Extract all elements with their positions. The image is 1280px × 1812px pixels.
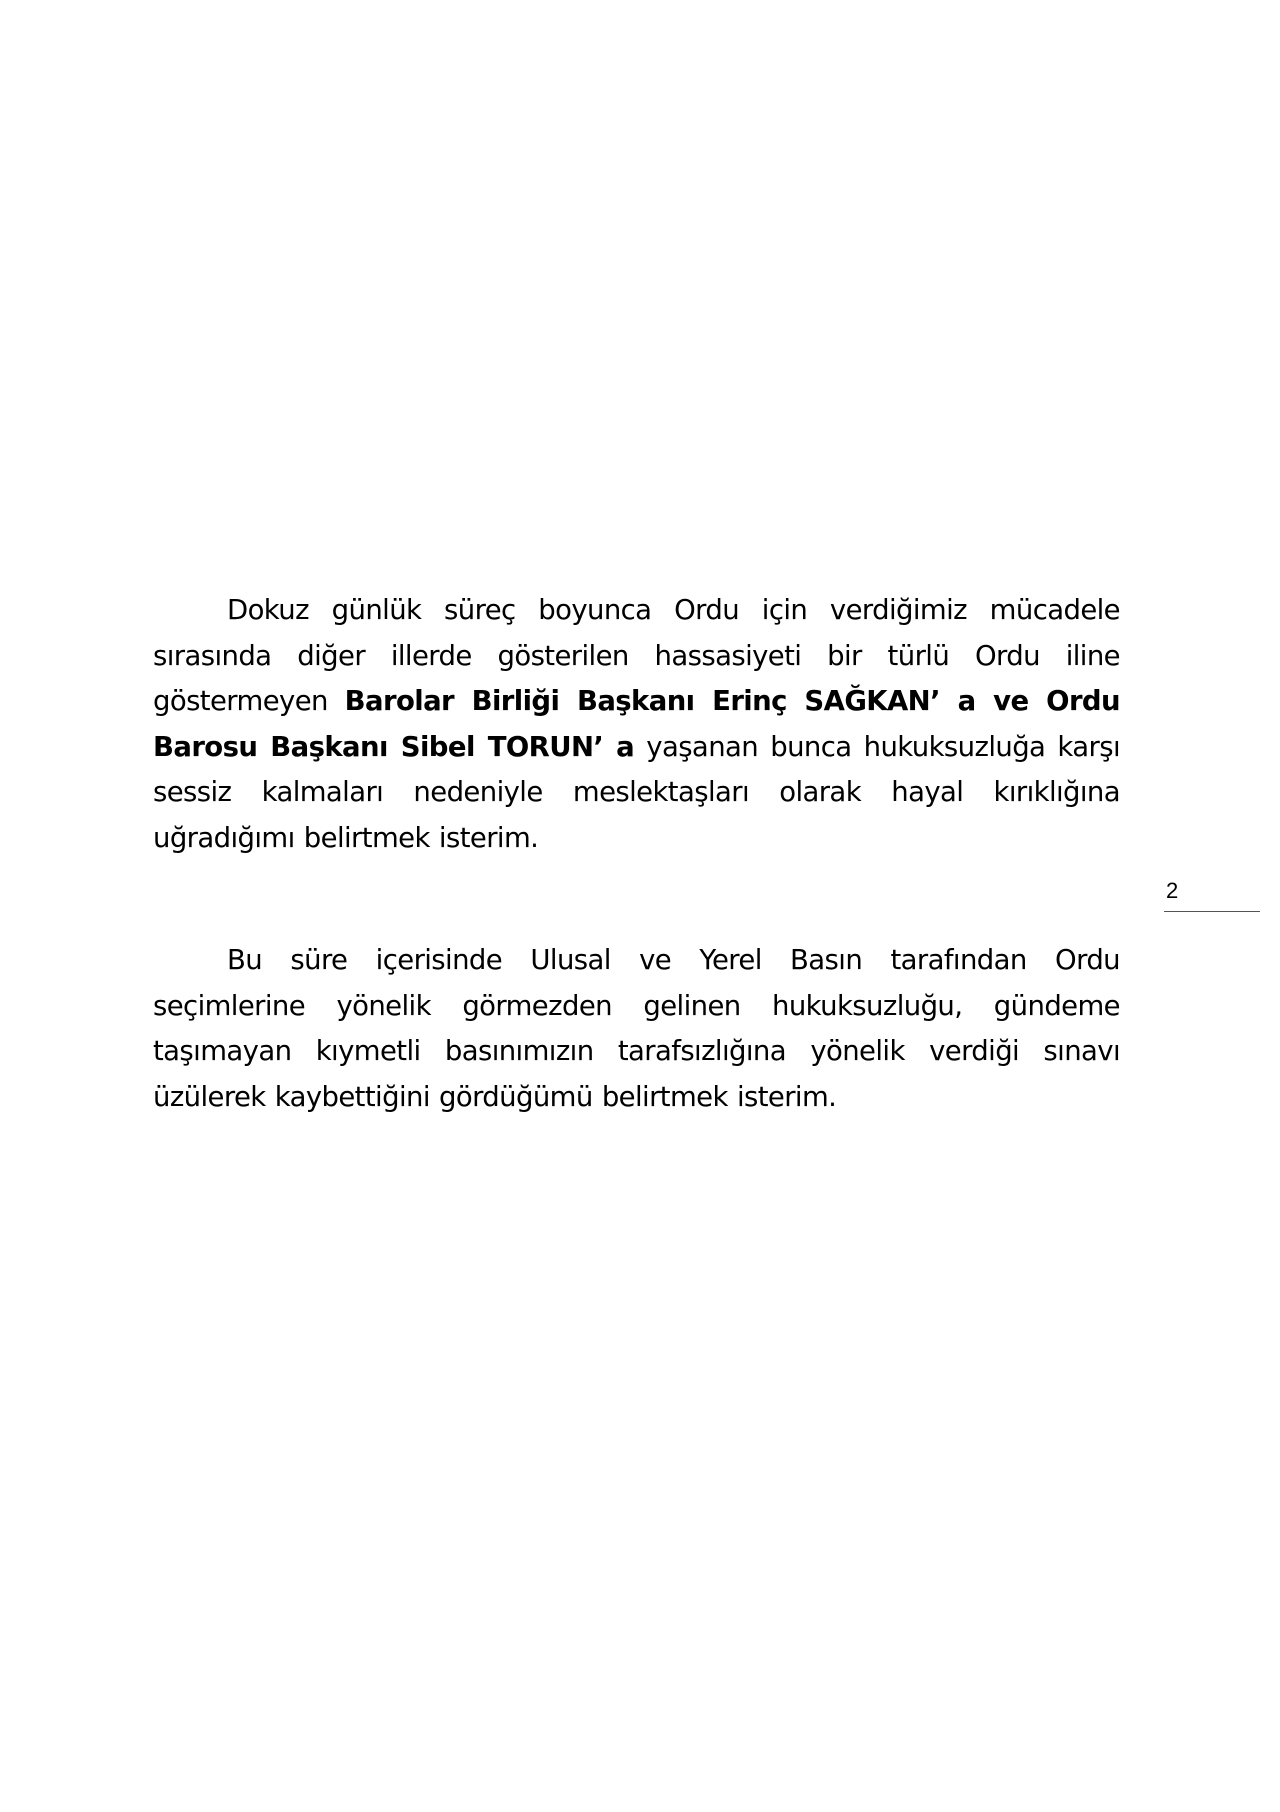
page-number-rule (1164, 911, 1260, 912)
paragraph-1-text-after: yaşanan bunca hukuksuzluğa karşı sessiz kalmaları nedeniyle meslektaşları olarak hayal kırıklığına uğradığımı belirtmek isterim. (153, 730, 1120, 854)
paragraph-1 (153, 588, 1120, 861)
paragraph-2-text: Bu süre içerisinde Ulusal ve Yerel Basın tarafından Ordu seçimlerine yönelik görmezden gelinen hukuksuzluğu, gündeme taşımayan kıymetli basınımızın tarafsızlığına yönelik verdiği sınavı üzülerek kaybettiğini gördüğümü belirtmek isterim. (153, 944, 1120, 1113)
page-number: 2 (1166, 878, 1179, 903)
paragraph-1-text-before: Dokuz günlük süreç boyunca Ordu için verdiğimiz mücadele sırasında diğer illerde gösterilen hassasiyeti bir türlü Ordu iline göstermeyen (153, 594, 1120, 717)
paragraph-2 (153, 938, 1120, 1120)
paragraph-1-bold-names: Barolar Birliği Başkanı Erinç SAĞKAN’ a ve Ordu Barosu Başkanı Sibel TORUN’ a (153, 685, 1120, 763)
